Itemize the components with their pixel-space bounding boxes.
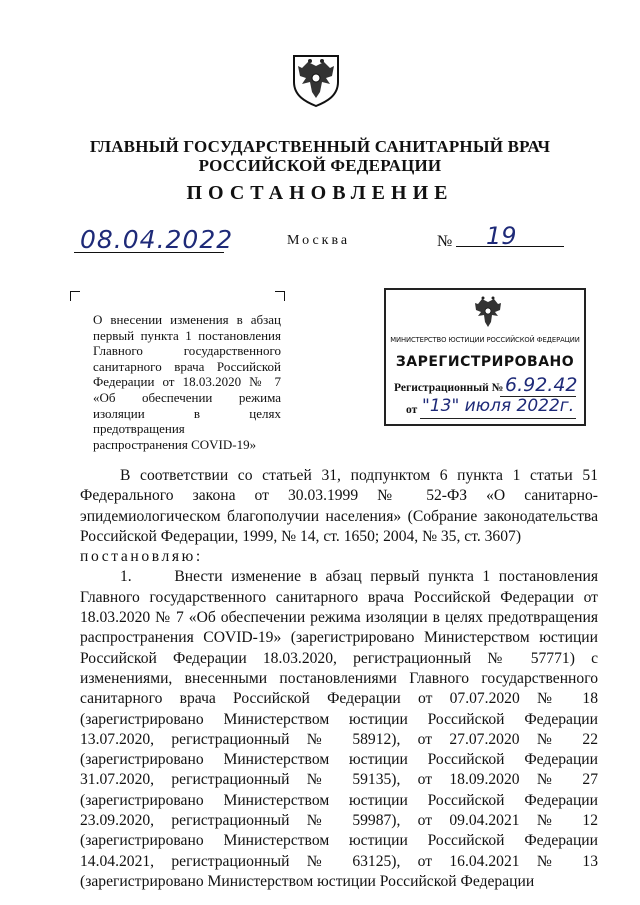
resolve-word: постановляю: [80,548,203,566]
document-number-label: № [437,233,453,250]
stamp-date-underline [420,418,576,419]
document-subject: О внесении изменения в абзац первый пункта 1 постановления Главного государственного санитарного врача Российской Федерации от 18.03.2020 № 7 «Об обеспечении режима изоляции в целях предотвращения распространения COVID-19» [93,312,281,452]
number-underline [456,246,564,247]
document-body [80,466,598,892]
issuing-authority-line2: РОССИЙСКОЙ ФЕДЕРАЦИИ [198,156,442,175]
document-type-title: ПОСТАНОВЛЕНИЕ [186,182,454,204]
registration-stamp [384,288,586,426]
item-1-number: 1. [120,568,132,586]
stamp-emblem-icon [470,294,506,332]
stamp-status: ЗАРЕГИСТРИРОВАНО [395,354,575,370]
date-underline [74,252,224,253]
document-date: 08.04.2022 [80,225,234,254]
subject-corner-left [70,291,80,301]
coat-of-arms-emblem [288,52,344,108]
stamp-date-value: "13" июля 2022г. [422,396,575,416]
preamble-paragraph: В соответствии со статьей 31, подпунктом 6 пункта 1 статьи 51 Федерального закона от 30.03.1999 № 52-ФЗ «О санитарно-эпидемиологическом благополучии населения» (Собрание законодательства Российской Федерации, 1999, № 14, ст. 1650; 2004, № 35, ст. 3607) [80,467,598,545]
item-1-paragraph [80,567,598,892]
stamp-reg-number: 6.92.42 [505,374,578,396]
stamp-ministry: МИНИСТЕРСТВО ЮСТИЦИИ РОССИЙСКОЙ ФЕДЕРАЦИИ [390,336,580,344]
item-1-text: Внести изменение в абзац первый пункта 1 постановления Главного государственного санитарного врача Российской Федерации от 18.03.2020 № 7 «Об обеспечении режима изоляции в целях предотвращения распространения COVID-19» (зарегистрировано Министерством юстиции Российской Федерации 18.03.2020, регистрационный № 57771) с изменениями, внесенными постановлениями Главного государственного санитарного врача Российской Федерации от 07.07.2020 № 18 (зарегистрировано Министерством юстиции Российской Федерации 13.07.2020, регистрационный № 58912), от 27.07.2020 № 22 (зарегистрировано Министерством юстиции Российской Федерации 31.07.2020, регистрационный № 59135), от 18.09.2020 № 27 (зарегистрировано Министерством юстиции Российской Федерации 23.09.2020, регистрационный № 59987), от 09.04.2021 № 12 (зарегистрировано Министерством юстиции Российской Федерации 14.04.2021, регистрационный № 63125), от 16.04.2021 № 13 (зарегистрировано Министерством юстиции Российской Федерации [80,568,598,890]
stamp-reg-label: Регистрационный № [394,382,504,394]
subject-corner-right [275,291,285,301]
document-city: Москва [287,233,351,248]
stamp-date-label: от [406,404,418,416]
document-number: 19 [486,222,517,250]
issuing-authority-line1: ГЛАВНЫЙ ГОСУДАРСТВЕННЫЙ САНИТАРНЫЙ ВРАЧ [89,137,551,156]
